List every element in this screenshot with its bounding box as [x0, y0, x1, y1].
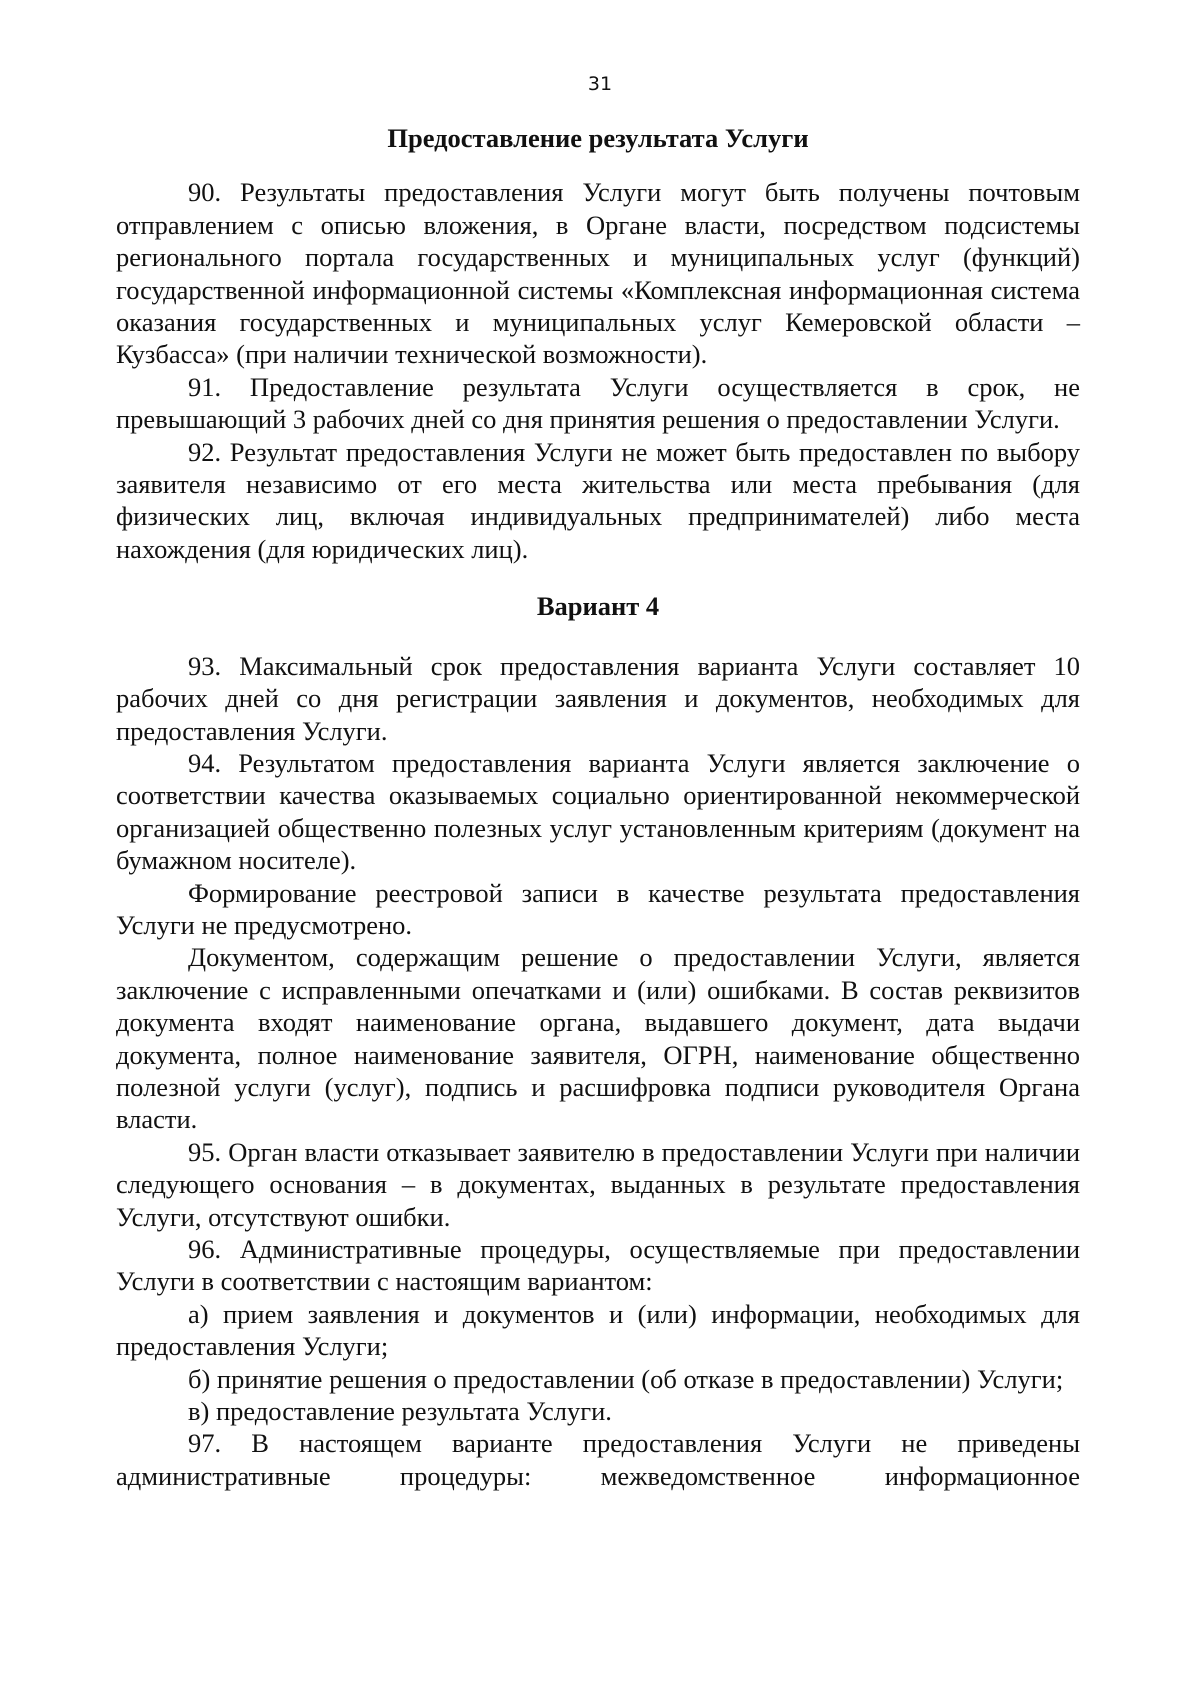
list-item-v: в) предоставление результата Услуги.	[188, 1396, 612, 1427]
paragraph-decision-document: Документом, содержащим решение о предоставлении Услуги, является заключение с исправленными опечатками и (или) ошибками. В состав реквизитов документа входят наименование органа, выдавшего документ, дата выдачи документа, полное наименование заявителя, ОГРН, наименование общественно полезной услуги (услуг), подпись и расшифровка подписи руководителя Органа власти.	[116, 942, 1080, 1135]
page-content	[116, 122, 1080, 1492]
paragraph-92: 92. Результат предоставления Услуги не может быть предоставлен по выбору заявителя независимо от его места жительства или места пребывания (для физических лиц, включая индивидуальных предпринимателей) либо места нахождения (для юридических лиц).	[116, 436, 1080, 564]
paragraph-96: 96. Административные процедуры, осуществляемые при предоставлении Услуги в соответствии с настоящим вариантом:	[116, 1234, 1080, 1297]
list-item-b: б) принятие решения о предоставлении (об отказе в предоставлении) Услуги;	[188, 1363, 1064, 1394]
section-heading-result: Предоставление результата Услуги	[387, 123, 809, 153]
list-item-a: а) прием заявления и документов и (или) информации, необходимых для предоставления Услуги;	[116, 1298, 1080, 1362]
paragraph-95: 95. Орган власти отказывает заявителю в предоставлении Услуги при наличии следующего основания – в документах, выданных в результате предоставления Услуги, отсутствуют ошибки.	[116, 1136, 1080, 1232]
paragraph-registry-record: Формирование реестровой записи в качестве результата предоставления Услуги не предусмотрено.	[116, 877, 1080, 940]
page-number: 31	[587, 73, 613, 95]
section-heading-variant-4: Вариант 4	[536, 591, 660, 622]
paragraph-93: 93. Максимальный срок предоставления варианта Услуги составляет 10 рабочих дней со дня регистрации заявления и документов, необходимых для предоставления Услуги.	[116, 650, 1080, 746]
paragraph-97: 97. В настоящем варианте предоставления Услуги не приведены административные процедуры: межведомственное информационное	[116, 1428, 1080, 1491]
paragraph-90: 90. Результаты предоставления Услуги могут быть получены почтовым отправлением с описью вложения, в Органе власти, посредством подсистемы регионального портала государственных и муниципальных услуг (функций) государственной информационной системы «Комплексная информационная система оказания государственных и муниципальных услуг Кемеровской области – Кузбасса» (при наличии технической возможности).	[116, 177, 1080, 370]
paragraph-94: 94. Результатом предоставления варианта Услуги является заключение о соответствии качества оказываемых социально ориентированной некоммерческой организацией общественно полезных услуг установленным критериям (документ на бумажном носителе).	[116, 747, 1080, 876]
paragraph-91: 91. Предоставление результата Услуги осуществляется в срок, не превышающий 3 рабочих дней со дня принятия решения о предоставлении Услуги.	[116, 371, 1080, 435]
